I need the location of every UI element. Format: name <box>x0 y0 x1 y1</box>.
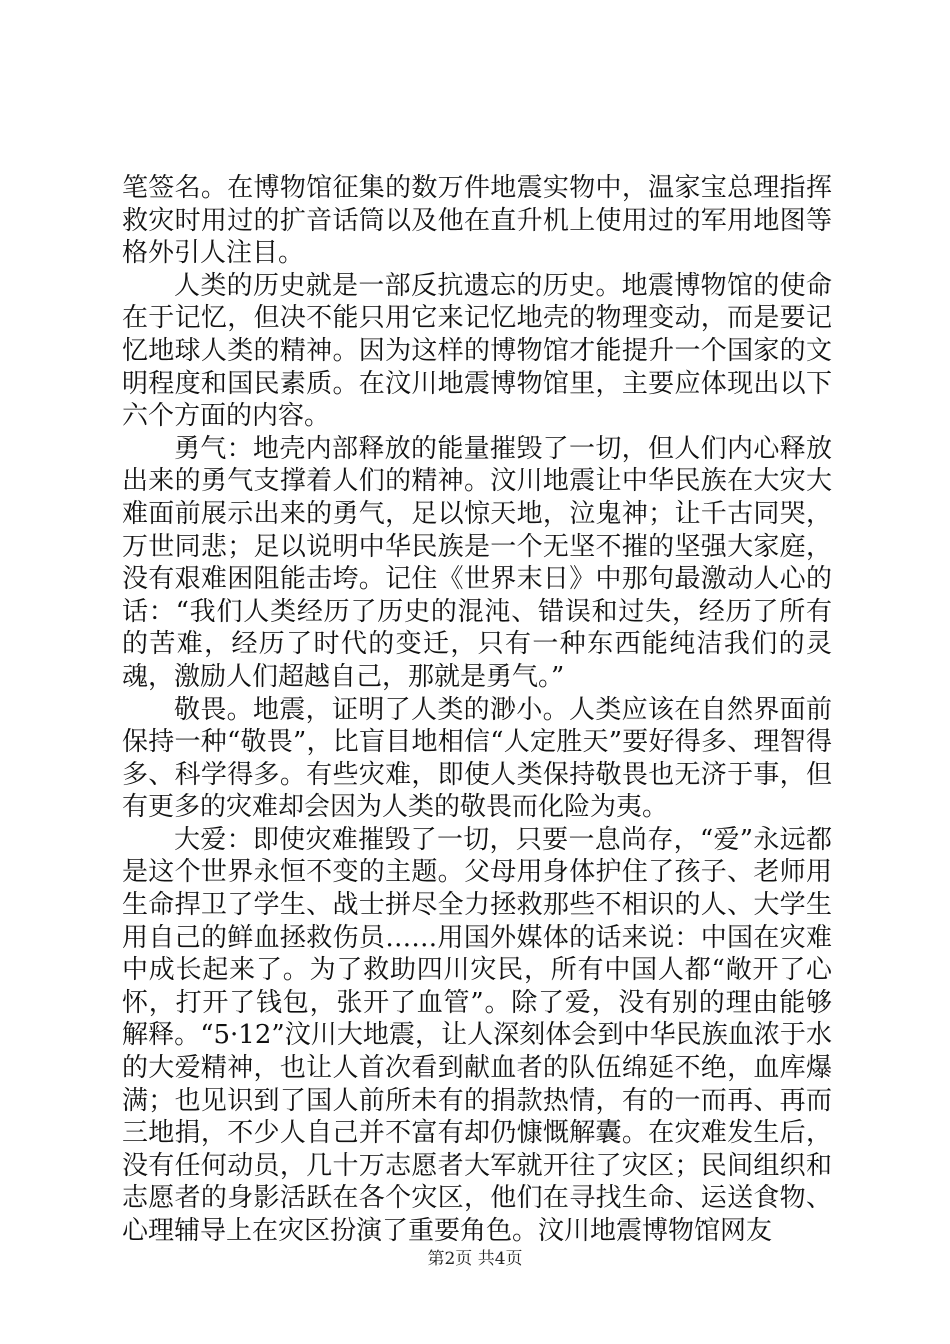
paragraph-continuation: 笔签名。在博物馆征集的数万件地震实物中，温家宝总理指挥救灾时用过的扩音话筒以及他在直升机上使用过的军用地图等格外引人注目。 <box>122 173 832 269</box>
paragraph-reverence: 敬畏。地震，证明了人类的渺小。人类应该在自然界面前保持一种“敬畏”，比盲目地相信“人定胜天”要好得多、理智得多、科学得多。有些灾难，即使人类保持敬畏也无济于事，但有更多的灾难却会因为人类的敬畏而化险为夷。 <box>122 694 832 823</box>
document-body <box>122 172 832 1248</box>
page-footer: 第2页 共4页 <box>427 1249 523 1269</box>
paragraph-great-love: 大爱：即使灾难摧毁了一切，只要一息尚存，“爱”永远都是这个世界永恒不变的主题。父母用身体护住了孩子、老师用生命捍卫了学生、战士拼尽全力拯救那些不相识的人、大学生用自己的鲜血拯救伤员……用国外媒体的话来说：中国在灾难中成长起来了。为了救助四川灾民，所有中国人都“敞开了心怀，打开了钱包，张开了血管”。除了爱，没有别的理由能够解释。“5·12”汶川大地震，让人深刻体会到中华民族血浓于水的大爱精神，也让人首次看到献血者的队伍绵延不绝，血库爆满；也见识到了国人前所未有的捐款热情，有的一而再、再而三地捐，不少人自己并不富有却仍慷慨解囊。在灾难发生后，没有任何动员，几十万志愿者大军就开往了灾区；民间组织和志愿者的身影活跃在各个灾区，他们在寻找生命、运送食物、心理辅导上在灾区扮演了重要角色。汶川地震博物馆网友 <box>122 824 832 1246</box>
paragraph-history: 人类的历史就是一部反抗遗忘的历史。地震博物馆的使命在于记忆，但决不能只用它来记忆地壳的物理变动，而是要记忆地球人类的精神。因为这样的博物馆才能提升一个国家的文明程度和国民素质。在汶川地震博物馆里，主要应体现出以下六个方面的内容。 <box>122 270 832 432</box>
paragraph-courage: 勇气：地壳内部释放的能量摧毁了一切，但人们内心释放出来的勇气支撑着人们的精神。汶川地震让中华民族在大灾大难面前展示出来的勇气，足以惊天地，泣鬼神；让千古同哭，万世同悲；足以说明中华民族是一个无坚不摧的坚强大家庭，没有艰难困阻能击垮。记住《世界末日》中那句最激动人心的话：“我们人类经历了历史的混沌、错误和过失，经历了所有的苦难，经历了时代的变迁，只有一种东西能纯洁我们的灵魂，激励人们超越自己，那就是勇气。” <box>122 433 832 692</box>
